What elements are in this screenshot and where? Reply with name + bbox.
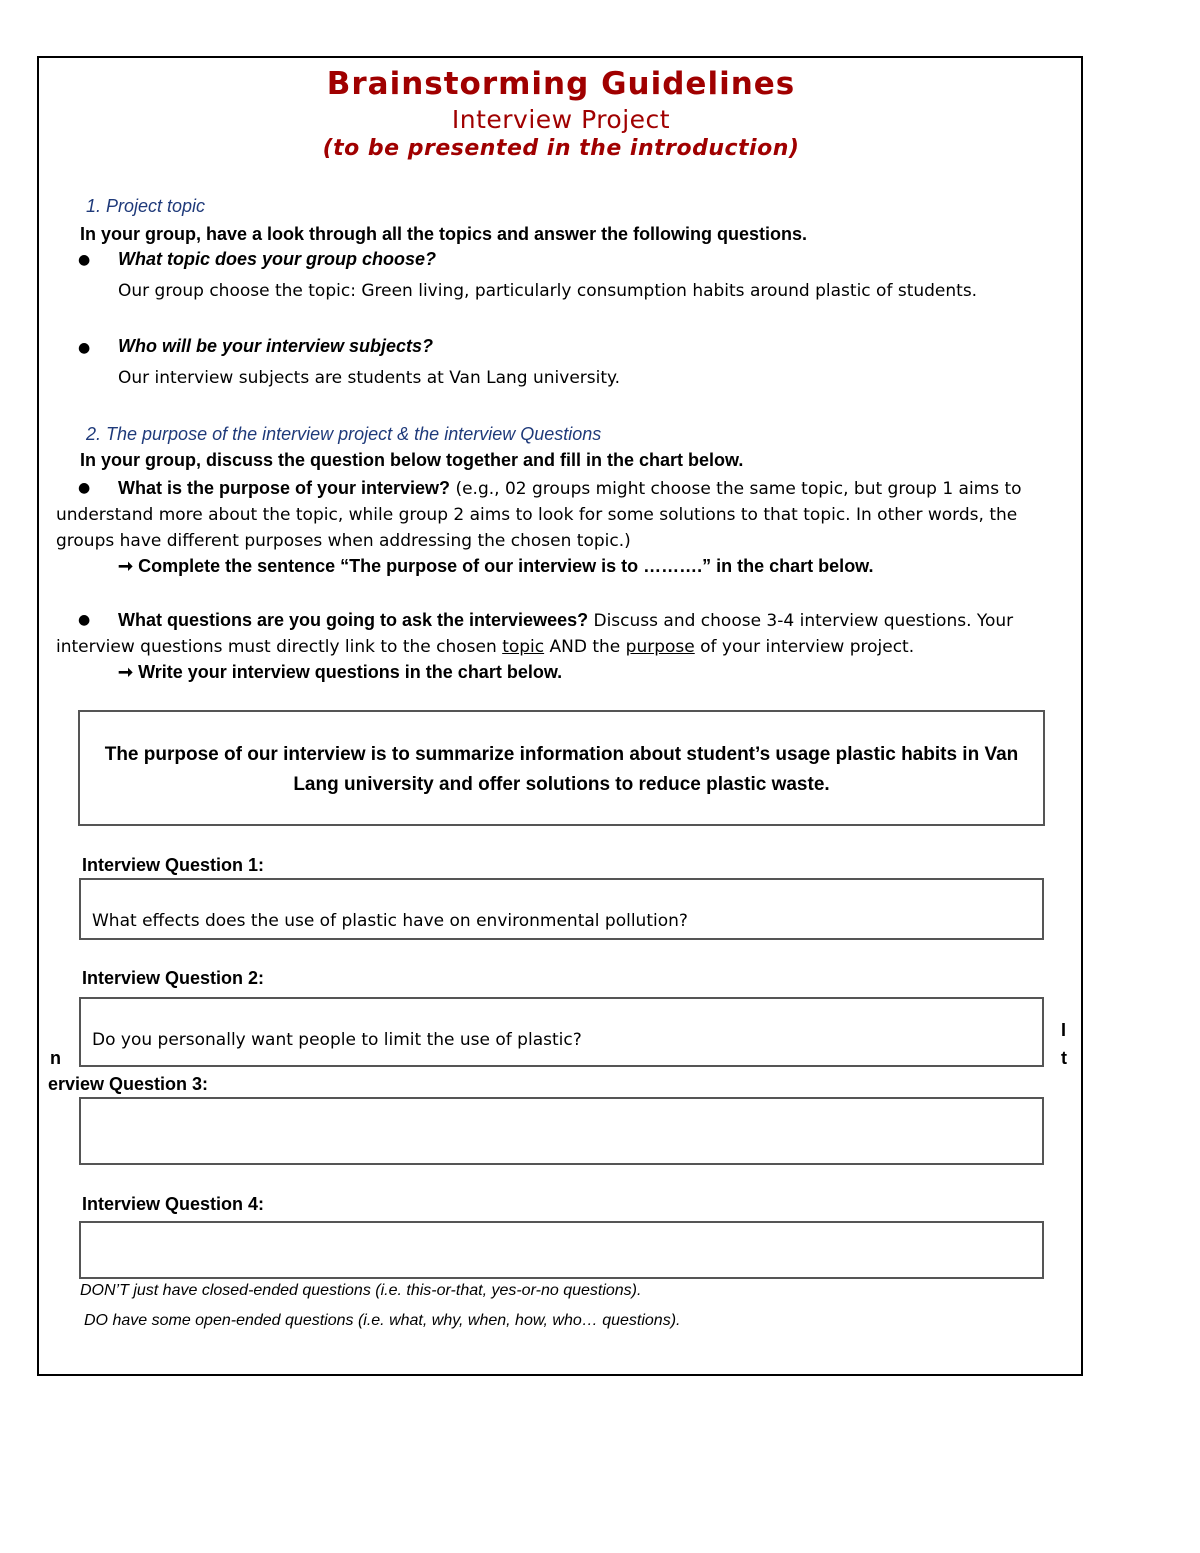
questions-question: What questions are you going to ask the interviewees? (118, 610, 589, 630)
section1-question-topic: What topic does your group choose? (118, 249, 437, 269)
section1-question-subjects: Who will be your interview subjects? (118, 336, 434, 356)
question3-label: erview Question 3: (48, 1074, 209, 1094)
questions-question-line1 (118, 607, 1013, 634)
page-title: Brainstorming Guidelines (326, 66, 796, 102)
bullet-icon: ● (78, 480, 91, 496)
question2-box[interactable] (79, 997, 1044, 1067)
stray-letter-right-top: I (1061, 1020, 1067, 1040)
section2-instruction: In your group, discuss the question below together and fill in the chart below. (80, 450, 744, 470)
question2-answer: Do you personally want people to limit the use of plastic? (92, 1030, 582, 1050)
purpose-question-line3: groups have different purposes when addressing the chosen topic.) (56, 531, 631, 551)
question1-box[interactable] (79, 878, 1044, 940)
stray-letter-right-bottom: t (1061, 1048, 1067, 1068)
questions-question-line2 (56, 634, 914, 660)
section1-heading: 1. Project topic (86, 196, 206, 216)
purpose-question-line2: understand more about the topic, while group 2 aims to look for some solutions to that topic. In other words, the (56, 505, 1018, 525)
section1-answer-topic: Our group choose the topic: Green living, particularly consumption habits around plastic of students. (118, 281, 978, 301)
section1-instruction: In your group, have a look through all the topics and answer the following questions. (80, 224, 808, 244)
questions-instruction: ➞ Write your interview questions in the chart below. (118, 662, 563, 682)
questions-line2-purpose: purpose (625, 637, 695, 657)
stray-letter-left: n (50, 1048, 61, 1068)
bullet-icon: ● (78, 612, 91, 628)
purpose-text-line1: The purpose of our interview is to summarize information about student’s usage plastic habits in Van (104, 744, 1019, 765)
purpose-text-line2: Lang university and offer solutions to reduce plastic waste. (293, 774, 830, 795)
questions-question-rest: Discuss and choose 3-4 interview questions. Your (588, 611, 1014, 631)
purpose-box[interactable] (78, 710, 1045, 826)
questions-line2-part-c: of your interview project. (694, 637, 915, 657)
question1-label: Interview Question 1: (82, 855, 265, 875)
page-note: (to be presented in the introduction) (322, 136, 800, 161)
purpose-text (80, 740, 1043, 800)
questions-line2-part-a: interview questions must directly link to the chosen (56, 637, 503, 657)
section2-heading: 2. The purpose of the interview project & the interview Questions (86, 424, 602, 444)
page-subtitle: Interview Project (451, 105, 671, 134)
questions-line2-topic: topic (502, 637, 545, 657)
note-closed-ended: DON’T just have closed-ended questions (i.e. this-or-that, yes-or-no questions). (80, 1282, 642, 1299)
question1-answer: What effects does the use of plastic have on environmental pollution? (92, 911, 688, 931)
questions-line2-part-b: AND the (544, 637, 626, 657)
bullet-icon: ● (78, 252, 91, 268)
note-open-ended: DO have some open-ended questions (i.e. what, why, when, how, who… questions). (84, 1312, 681, 1329)
section1-answer-subjects: Our interview subjects are students at Van Lang university. (118, 368, 621, 388)
question4-box[interactable] (79, 1221, 1044, 1279)
question4-label: Interview Question 4: (82, 1194, 265, 1214)
purpose-question-line1 (118, 475, 1022, 502)
bullet-icon: ● (78, 340, 91, 356)
purpose-question: What is the purpose of your interview? (118, 478, 451, 498)
question3-box[interactable] (79, 1097, 1044, 1165)
purpose-instruction: ➞ Complete the sentence “The purpose of our interview is to ……….” in the chart below. (118, 556, 874, 576)
question2-label: Interview Question 2: (82, 968, 265, 988)
purpose-question-rest: (e.g., 02 groups might choose the same topic, but group 1 aims to (450, 479, 1022, 499)
